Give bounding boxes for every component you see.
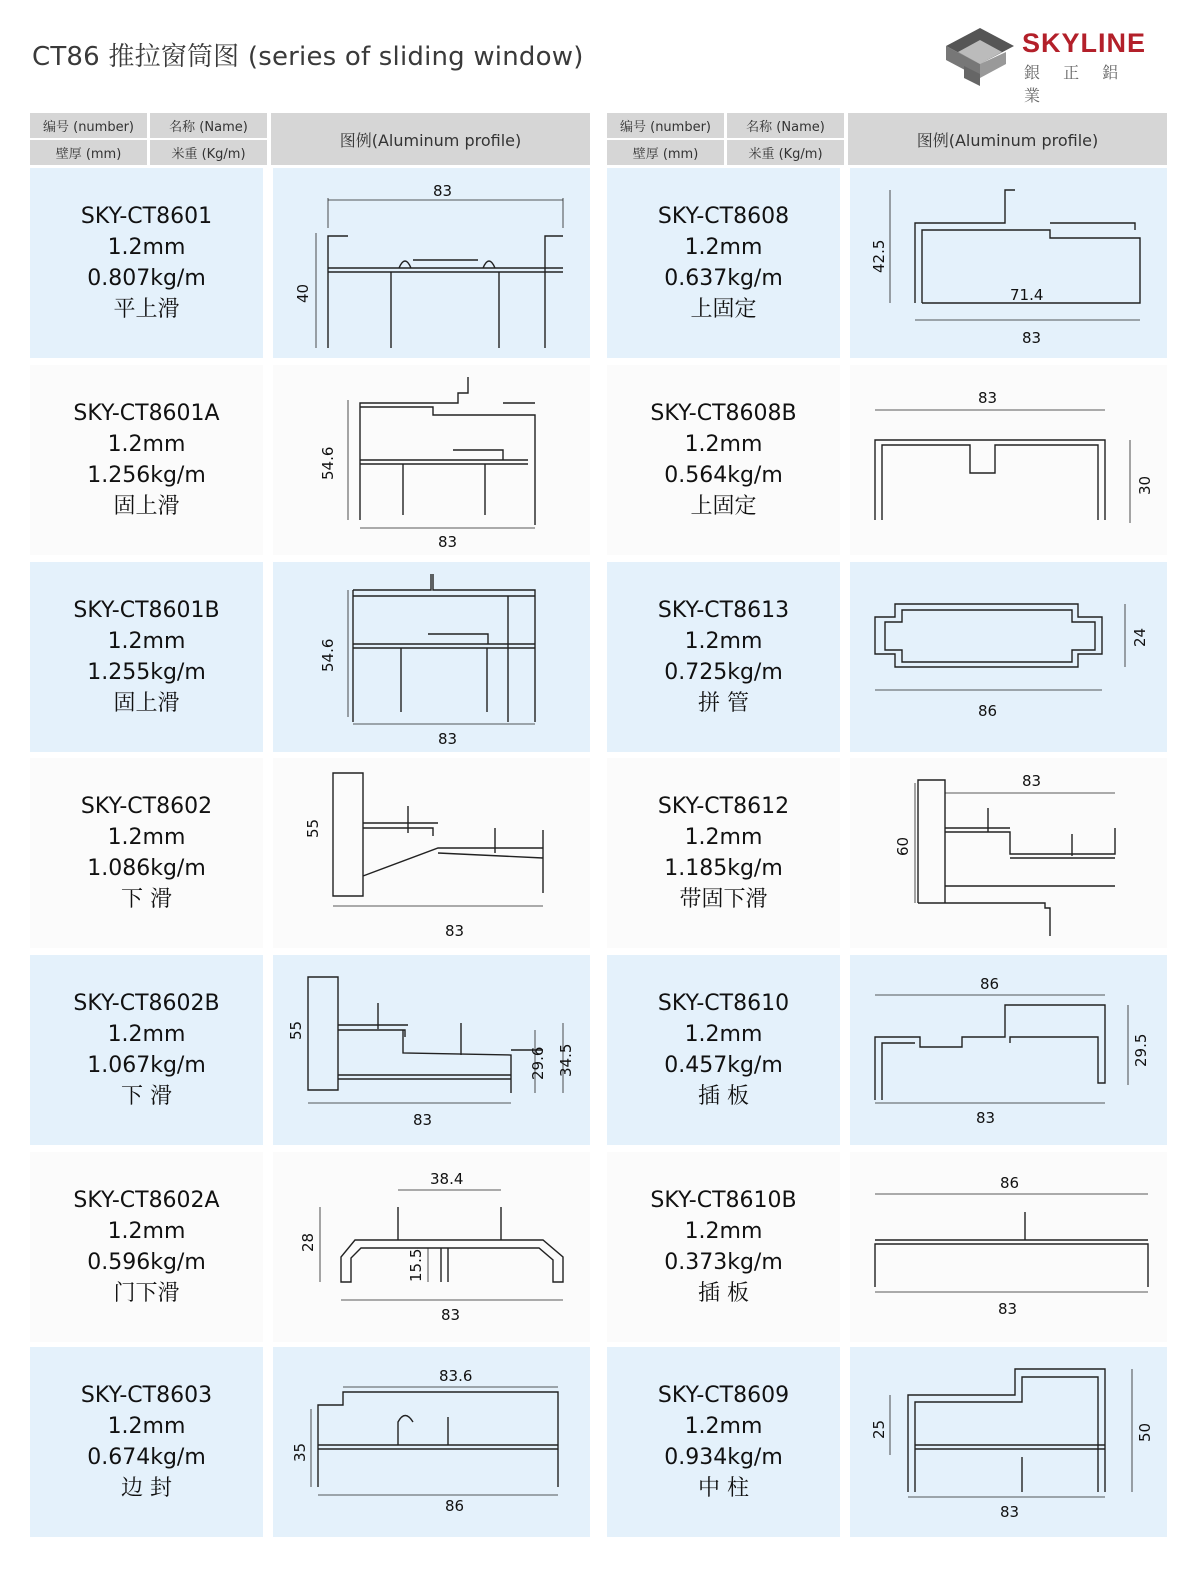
product-info bbox=[30, 1347, 263, 1537]
profile-ct8609-drawing bbox=[850, 1347, 1167, 1537]
product-name: 平上滑 bbox=[113, 297, 180, 322]
product-weight: 0.596kg/m bbox=[87, 1250, 206, 1275]
product-weight: 0.725kg/m bbox=[664, 660, 783, 685]
product-weight: 0.373kg/m bbox=[664, 1250, 783, 1275]
profile-ct8612-drawing bbox=[850, 758, 1167, 948]
profile-ct8602b-drawing bbox=[273, 955, 590, 1145]
product-weight: 1.086kg/m bbox=[87, 856, 206, 881]
profile-drawing bbox=[273, 955, 590, 1145]
product-name: 插 板 bbox=[698, 1084, 749, 1109]
product-thickness: 1.2mm bbox=[107, 1022, 186, 1047]
header-profile: 图例(Aluminum profile) bbox=[271, 113, 590, 165]
header-thickness: 壁厚 (mm) bbox=[607, 140, 724, 165]
dim-label: 29.5 bbox=[1132, 1033, 1150, 1067]
profile-drawing bbox=[850, 758, 1167, 948]
profile-drawing bbox=[273, 758, 590, 948]
product-thickness: 1.2mm bbox=[107, 629, 186, 654]
product-weight: 0.934kg/m bbox=[664, 1445, 783, 1470]
header-weight: 米重 (Kg/m) bbox=[150, 140, 267, 165]
dim-label: 83 bbox=[433, 182, 453, 200]
profile-ct8610b-drawing bbox=[850, 1152, 1167, 1342]
dim-label: 83 bbox=[978, 389, 998, 407]
dim-label: 55 bbox=[304, 818, 322, 838]
dim-label: 40 bbox=[294, 283, 312, 303]
product-info bbox=[30, 562, 263, 752]
dim-label: 83 bbox=[445, 922, 465, 940]
dim-label: 24 bbox=[1131, 627, 1149, 647]
dim-label: 30 bbox=[1136, 475, 1154, 495]
product-info bbox=[607, 1347, 840, 1537]
product-info bbox=[30, 365, 263, 555]
page-title: CT86 推拉窗筒图 (series of sliding window) bbox=[32, 42, 584, 72]
product-info bbox=[607, 562, 840, 752]
profile-ct8608-drawing bbox=[850, 168, 1167, 358]
dim-label: 83.6 bbox=[439, 1367, 473, 1385]
product-name: 上固定 bbox=[690, 297, 757, 322]
profile-drawing bbox=[273, 1347, 590, 1537]
dim-label: 55 bbox=[287, 1020, 305, 1040]
product-thickness: 1.2mm bbox=[107, 825, 186, 850]
profile-drawing bbox=[850, 562, 1167, 752]
header-thickness: 壁厚 (mm) bbox=[30, 140, 147, 165]
product-thickness: 1.2mm bbox=[107, 432, 186, 457]
product-thickness: 1.2mm bbox=[684, 825, 763, 850]
product-code: SKY-CT8612 bbox=[657, 794, 790, 819]
product-info bbox=[30, 758, 263, 948]
profile-ct8610-drawing bbox=[850, 955, 1167, 1145]
product-name: 边 封 bbox=[121, 1476, 172, 1501]
product-code: SKY-CT8609 bbox=[657, 1383, 790, 1408]
dim-label: 83 bbox=[998, 1300, 1018, 1318]
brand-subtitle: 銀 正 鋁 業 bbox=[1024, 63, 1128, 105]
profile-drawing bbox=[273, 1152, 590, 1342]
profile-ct8601a-drawing bbox=[273, 365, 590, 555]
product-code: SKY-CT8601 bbox=[80, 204, 213, 229]
header-profile: 图例(Aluminum profile) bbox=[848, 113, 1167, 165]
brand-logo bbox=[944, 24, 1164, 105]
product-name: 下 滑 bbox=[121, 887, 172, 912]
dim-label: 83 bbox=[1022, 772, 1042, 790]
product-code: SKY-CT8603 bbox=[80, 1383, 213, 1408]
dim-label: 83 bbox=[438, 730, 458, 748]
product-info bbox=[607, 758, 840, 948]
product-code: SKY-CT8613 bbox=[657, 598, 790, 623]
product-name: 中 柱 bbox=[698, 1476, 749, 1501]
product-weight: 0.637kg/m bbox=[664, 266, 783, 291]
product-info bbox=[30, 955, 263, 1145]
product-thickness: 1.2mm bbox=[107, 235, 186, 260]
profile-drawing bbox=[273, 365, 590, 555]
dim-label: 54.6 bbox=[319, 638, 337, 672]
product-name: 固上滑 bbox=[113, 494, 180, 519]
product-info bbox=[607, 168, 840, 358]
dim-label: 15.5 bbox=[407, 1248, 425, 1282]
dim-label: 83 bbox=[438, 533, 458, 551]
product-weight: 0.807kg/m bbox=[87, 266, 206, 291]
product-info bbox=[30, 1152, 263, 1342]
profile-drawing bbox=[850, 365, 1167, 555]
header-name: 名称 (Name) bbox=[727, 113, 844, 138]
dim-label: 71.4 bbox=[1010, 286, 1044, 304]
product-weight: 0.564kg/m bbox=[664, 463, 783, 488]
product-info bbox=[607, 955, 840, 1145]
product-code: SKY-CT8602A bbox=[73, 1188, 220, 1213]
dim-label: 42.5 bbox=[870, 239, 888, 273]
product-name: 上固定 bbox=[690, 494, 757, 519]
dim-label: 25 bbox=[870, 1419, 888, 1439]
product-name: 插 板 bbox=[698, 1281, 749, 1306]
dim-label: 34.5 bbox=[557, 1043, 575, 1077]
product-thickness: 1.2mm bbox=[684, 629, 763, 654]
profile-ct8613-drawing bbox=[850, 562, 1167, 752]
product-name: 拼 管 bbox=[698, 691, 749, 716]
dim-label: 35 bbox=[291, 1442, 309, 1462]
dim-label: 28 bbox=[299, 1232, 317, 1252]
product-code: SKY-CT8608B bbox=[650, 401, 797, 426]
product-weight: 1.256kg/m bbox=[87, 463, 206, 488]
dim-label: 29.6 bbox=[529, 1046, 547, 1080]
profile-drawing bbox=[850, 168, 1167, 358]
product-code: SKY-CT8601A bbox=[73, 401, 220, 426]
dim-label: 86 bbox=[445, 1497, 465, 1515]
brand-name: SKYLINE bbox=[1022, 28, 1147, 58]
product-code: SKY-CT8602B bbox=[73, 991, 220, 1016]
product-info bbox=[607, 365, 840, 555]
dim-label: 83 bbox=[1000, 1503, 1020, 1521]
product-name: 带固下滑 bbox=[679, 887, 768, 912]
product-thickness: 1.2mm bbox=[684, 1219, 763, 1244]
dim-label: 86 bbox=[1000, 1174, 1020, 1192]
dim-label: 38.4 bbox=[430, 1170, 464, 1188]
header-number: 编号 (number) bbox=[607, 113, 724, 138]
dim-label: 60 bbox=[894, 836, 912, 856]
product-code: SKY-CT8610 bbox=[657, 991, 790, 1016]
product-info bbox=[607, 1152, 840, 1342]
profile-drawing bbox=[850, 955, 1167, 1145]
product-code: SKY-CT8610B bbox=[650, 1188, 797, 1213]
product-info bbox=[30, 168, 263, 358]
product-name: 固上滑 bbox=[113, 691, 180, 716]
product-code: SKY-CT8602 bbox=[80, 794, 213, 819]
profile-drawing bbox=[273, 168, 590, 358]
product-weight: 1.067kg/m bbox=[87, 1053, 206, 1078]
product-code: SKY-CT8608 bbox=[657, 204, 790, 229]
product-weight: 1.255kg/m bbox=[87, 660, 206, 685]
product-weight: 0.674kg/m bbox=[87, 1445, 206, 1470]
profile-ct8608b-drawing bbox=[850, 365, 1167, 555]
product-weight: 1.185kg/m bbox=[664, 856, 783, 881]
product-thickness: 1.2mm bbox=[684, 1022, 763, 1047]
dim-label: 86 bbox=[980, 975, 1000, 993]
header-number: 编号 (number) bbox=[30, 113, 147, 138]
product-thickness: 1.2mm bbox=[684, 235, 763, 260]
dim-label: 83 bbox=[441, 1306, 461, 1324]
product-thickness: 1.2mm bbox=[107, 1414, 186, 1439]
profile-ct8601b-drawing bbox=[273, 562, 590, 752]
skyline-logo-icon bbox=[944, 24, 1014, 88]
product-thickness: 1.2mm bbox=[107, 1219, 186, 1244]
profile-drawing bbox=[850, 1347, 1167, 1537]
profile-ct8602a-drawing bbox=[273, 1152, 590, 1342]
header-weight: 米重 (Kg/m) bbox=[727, 140, 844, 165]
dim-label: 83 bbox=[413, 1111, 433, 1129]
product-thickness: 1.2mm bbox=[684, 1414, 763, 1439]
dim-label: 83 bbox=[1022, 329, 1042, 347]
dim-label: 50 bbox=[1136, 1422, 1154, 1442]
product-code: SKY-CT8601B bbox=[73, 598, 220, 623]
product-name: 下 滑 bbox=[121, 1084, 172, 1109]
profile-ct8602-drawing bbox=[273, 758, 590, 948]
dim-label: 83 bbox=[976, 1109, 996, 1127]
dim-label: 54.6 bbox=[319, 446, 337, 480]
product-thickness: 1.2mm bbox=[684, 432, 763, 457]
header-name: 名称 (Name) bbox=[150, 113, 267, 138]
product-weight: 0.457kg/m bbox=[664, 1053, 783, 1078]
product-name: 门下滑 bbox=[113, 1281, 180, 1306]
profile-ct8603-drawing bbox=[273, 1347, 590, 1537]
profile-drawing bbox=[273, 562, 590, 752]
profile-drawing bbox=[850, 1152, 1167, 1342]
profile-ct8601-drawing bbox=[273, 168, 590, 358]
dim-label: 86 bbox=[978, 702, 998, 720]
